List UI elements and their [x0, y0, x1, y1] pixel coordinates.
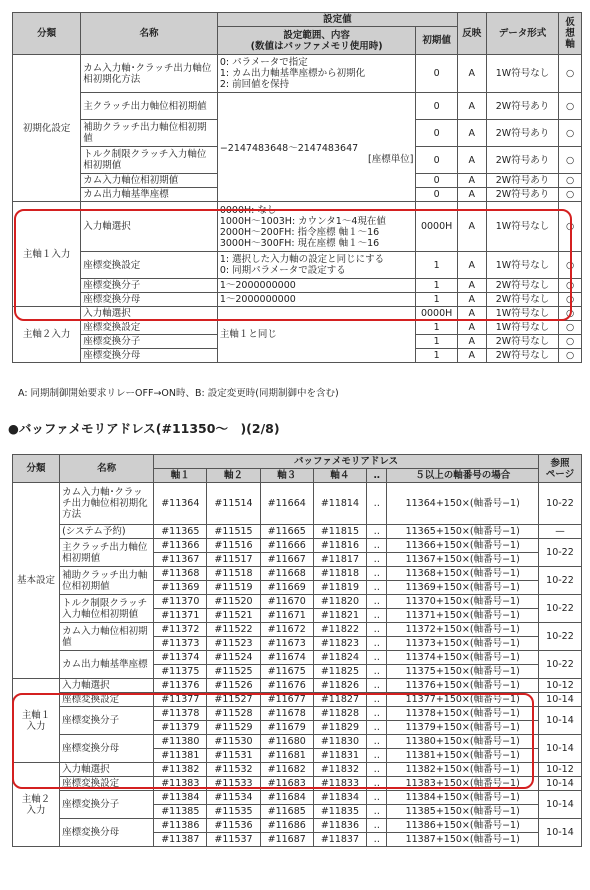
- address-a2: #11531: [207, 749, 260, 763]
- row-hanei: A: [457, 307, 486, 321]
- header-axis1: 軸１: [154, 469, 207, 483]
- address-a1: #11367: [154, 553, 207, 567]
- table-row: [13, 651, 582, 665]
- address-a4: #11821: [313, 609, 366, 623]
- ref-page: 10-22: [538, 623, 581, 651]
- header-dots: ‥: [367, 469, 387, 483]
- row-init: 0: [416, 120, 457, 147]
- group-main2: 主軸２ 入力: [13, 763, 60, 847]
- dots-cell: ‥: [367, 665, 387, 679]
- group-main1: 主軸１ 入力: [13, 679, 60, 763]
- row-hanei: A: [457, 335, 486, 349]
- group-basic: 基本設定: [13, 483, 60, 679]
- address-a1: #11382: [154, 763, 207, 777]
- row-name: 入力軸選択: [81, 307, 218, 321]
- address-a2: #11514: [207, 483, 260, 525]
- row-name: 座標変換分母: [81, 349, 218, 363]
- address-a2: #11521: [207, 609, 260, 623]
- ref-page: 10-22: [538, 595, 581, 623]
- address-a1: #11370: [154, 595, 207, 609]
- address-a4: #11832: [313, 763, 366, 777]
- row-range: 1: 選択した入力軸の設定と同じにする 0: 同期パラメータで設定する: [217, 252, 416, 279]
- row-name: 座標変換分母: [60, 735, 154, 763]
- address-a4: #11831: [313, 749, 366, 763]
- address-a4: #11826: [313, 679, 366, 693]
- address-a3: #11677: [260, 693, 313, 707]
- address-a2: #11524: [207, 651, 260, 665]
- row-name: 座標変換分母: [81, 293, 218, 307]
- address-a3: #11680: [260, 735, 313, 749]
- main1-address-highlight-box: [12, 693, 534, 789]
- group-main1: 主軸１入力: [13, 202, 81, 307]
- row-name: 座標変換分子: [81, 279, 218, 293]
- row-name: カム入力軸･クラッチ出力軸位相初期化方法: [81, 55, 218, 93]
- address-a3: #11679: [260, 721, 313, 735]
- phase-range: −2147483648～2147483647: [219, 143, 359, 154]
- address-a1: #11376: [154, 679, 207, 693]
- footnote: A: 同期制御開始要求リレーOFF→ON時、B: 設定変更時(同期制御中を含む): [18, 388, 339, 399]
- address-a1: #11366: [154, 539, 207, 553]
- header-bunrui: 分類: [13, 13, 81, 55]
- ref-page: 10-22: [538, 567, 581, 595]
- address-formula: 11373+150×(軸番号−1): [387, 637, 538, 651]
- row-virt: ○: [559, 349, 582, 363]
- address-a4: #11829: [313, 721, 366, 735]
- address-a3: #11682: [260, 763, 313, 777]
- dots-cell: ‥: [367, 581, 387, 595]
- dots-cell: ‥: [367, 679, 387, 693]
- address-formula: 11370+150×(軸番号−1): [387, 595, 538, 609]
- row-hanei: A: [457, 293, 486, 307]
- address-formula: 11372+150×(軸番号−1): [387, 623, 538, 637]
- ref-page: 10-14: [538, 693, 581, 707]
- group-init: 初期化設定: [13, 55, 81, 202]
- row-virt: ○: [559, 202, 582, 252]
- row-format: 1W符号なし: [486, 252, 558, 279]
- dots-cell: ‥: [367, 735, 387, 749]
- address-a3: #11687: [260, 833, 313, 847]
- row-name: 入力軸選択: [60, 763, 154, 777]
- row-name: (システム予約): [60, 525, 154, 539]
- ref-page: 10-14: [538, 735, 581, 763]
- address-a3: #11681: [260, 749, 313, 763]
- dots-cell: ‥: [367, 595, 387, 609]
- address-a1: #11384: [154, 791, 207, 805]
- row-init: 1: [416, 293, 457, 307]
- row-init: 1: [416, 335, 457, 349]
- address-a4: #11819: [313, 581, 366, 595]
- row-format: 2W符号なし: [486, 335, 558, 349]
- address-a4: #11818: [313, 567, 366, 581]
- row-name: 補助クラッチ出力軸位相初期値: [60, 567, 154, 595]
- header-axis4: 軸４: [313, 469, 366, 483]
- group-main2: 主軸２入力: [13, 307, 81, 363]
- row-virt: ○: [559, 279, 582, 293]
- address-a1: #11383: [154, 777, 207, 791]
- header-buffer: バッファメモリアドレス: [154, 455, 539, 469]
- address-a2: #11526: [207, 679, 260, 693]
- address-a2: #11517: [207, 553, 260, 567]
- dots-cell: ‥: [367, 763, 387, 777]
- row-name: カム出力軸基準座標: [81, 188, 218, 202]
- ref-page: 10-22: [538, 651, 581, 679]
- header-axis5plus: ５以上の軸番号の場合: [387, 469, 538, 483]
- row-virt: ○: [559, 293, 582, 307]
- address-a1: #11380: [154, 735, 207, 749]
- address-a2: #11523: [207, 637, 260, 651]
- address-a4: #11825: [313, 665, 366, 679]
- row-name: 座標変換設定: [81, 321, 218, 335]
- row-format: 1W符号なし: [486, 321, 558, 335]
- address-a1: #11385: [154, 805, 207, 819]
- row-format: 2W符号なし: [486, 279, 558, 293]
- ref-page: 10-12: [538, 763, 581, 777]
- dots-cell: ‥: [367, 553, 387, 567]
- row-format: 2W符号あり: [486, 174, 558, 188]
- row-name: 主クラッチ出力軸位相初期値: [60, 539, 154, 567]
- header-kaso-jiku: 仮想軸: [559, 13, 582, 55]
- address-a3: #11666: [260, 539, 313, 553]
- address-a2: #11518: [207, 567, 260, 581]
- ref-page: 10-12: [538, 679, 581, 693]
- ref-page: —: [538, 525, 581, 539]
- row-format: 1W符号なし: [486, 202, 558, 252]
- dots-cell: ‥: [367, 707, 387, 721]
- row-format: 2W符号あり: [486, 188, 558, 202]
- address-a3: #11669: [260, 581, 313, 595]
- row-name: 座標変換分母: [60, 819, 154, 847]
- address-a4: #11833: [313, 777, 366, 791]
- row-init: 1: [416, 252, 457, 279]
- address-formula: 11383+150×(軸番号−1): [387, 777, 538, 791]
- dots-cell: ‥: [367, 693, 387, 707]
- dots-cell: ‥: [367, 833, 387, 847]
- row-init: 0: [416, 174, 457, 188]
- dots-cell: ‥: [367, 749, 387, 763]
- header-data-keishiki: データ形式: [486, 13, 558, 55]
- dots-cell: ‥: [367, 777, 387, 791]
- address-formula: 11376+150×(軸番号−1): [387, 679, 538, 693]
- table-row: [13, 525, 582, 539]
- address-a1: #11371: [154, 609, 207, 623]
- address-a1: #11379: [154, 721, 207, 735]
- ref-page: 10-22: [538, 539, 581, 567]
- row-hanei: A: [457, 93, 486, 120]
- section-title: ●バッファメモリアドレス(#11350～ )(2/8): [8, 421, 280, 436]
- ref-page: 10-14: [538, 819, 581, 847]
- address-a1: #11374: [154, 651, 207, 665]
- address-a3: #11670: [260, 595, 313, 609]
- row-hanei: A: [457, 252, 486, 279]
- address-formula: 11365+150×(軸番号−1): [387, 525, 538, 539]
- row-range: 1～2000000000: [217, 279, 416, 293]
- buffer-rows: [13, 483, 582, 847]
- address-a2: #11520: [207, 595, 260, 609]
- address-formula: 11385+150×(軸番号−1): [387, 805, 538, 819]
- dots-cell: ‥: [367, 567, 387, 581]
- table-row: [13, 791, 582, 805]
- address-formula: 11380+150×(軸番号−1): [387, 735, 538, 749]
- header-axis3: 軸３: [260, 469, 313, 483]
- row-init: 1: [416, 279, 457, 293]
- address-a2: #11532: [207, 763, 260, 777]
- table-row: [13, 623, 582, 637]
- dots-cell: ‥: [367, 721, 387, 735]
- address-a3: #11667: [260, 553, 313, 567]
- address-a4: #11817: [313, 553, 366, 567]
- address-a2: #11528: [207, 707, 260, 721]
- address-formula: 11378+150×(軸番号−1): [387, 707, 538, 721]
- row-virt: ○: [559, 147, 582, 174]
- row-hanei: A: [457, 147, 486, 174]
- address-a4: #11816: [313, 539, 366, 553]
- table-row: [13, 567, 582, 581]
- row-format: 1W符号なし: [486, 307, 558, 321]
- ref-page: 10-22: [538, 483, 581, 525]
- dots-cell: ‥: [367, 637, 387, 651]
- row-virt: ○: [559, 174, 582, 188]
- address-a3: #11672: [260, 623, 313, 637]
- header-bunrui: 分類: [13, 455, 60, 483]
- row-init: 0: [416, 55, 457, 93]
- header-settei-chi: 設定値: [217, 13, 457, 27]
- address-formula: 11377+150×(軸番号−1): [387, 693, 538, 707]
- dots-cell: ‥: [367, 609, 387, 623]
- row-init: 1: [416, 321, 457, 335]
- address-a1: #11364: [154, 483, 207, 525]
- dots-cell: ‥: [367, 483, 387, 525]
- address-a4: #11814: [313, 483, 366, 525]
- row-name: 座標変換設定: [60, 777, 154, 791]
- row-format: 2W符号なし: [486, 349, 558, 363]
- address-formula: 11371+150×(軸番号−1): [387, 609, 538, 623]
- address-a4: #11836: [313, 819, 366, 833]
- dots-cell: ‥: [367, 525, 387, 539]
- dots-cell: ‥: [367, 819, 387, 833]
- row-name: トルク制限クラッチ入力軸位相初期値: [60, 595, 154, 623]
- address-a2: #11534: [207, 791, 260, 805]
- row-name: 座標変換設定: [60, 693, 154, 707]
- dots-cell: ‥: [367, 539, 387, 553]
- header-meisho: 名称: [81, 13, 218, 55]
- address-a3: #11678: [260, 707, 313, 721]
- address-a2: #11536: [207, 819, 260, 833]
- address-a3: #11686: [260, 819, 313, 833]
- address-a4: #11837: [313, 833, 366, 847]
- address-formula: 11386+150×(軸番号−1): [387, 819, 538, 833]
- row-format: 2W符号あり: [486, 147, 558, 174]
- address-a4: #11824: [313, 651, 366, 665]
- row-name: トルク制限クラッチ入力軸位相初期値: [81, 147, 218, 174]
- dots-cell: ‥: [367, 805, 387, 819]
- address-a3: #11684: [260, 791, 313, 805]
- row-virt: ○: [559, 55, 582, 93]
- row-hanei: A: [457, 174, 486, 188]
- row-name: 補助クラッチ出力軸位相初期値: [81, 120, 218, 147]
- header-hanei: 反映: [457, 13, 486, 55]
- address-a2: #11527: [207, 693, 260, 707]
- row-hanei: A: [457, 349, 486, 363]
- row-virt: ○: [559, 307, 582, 321]
- address-a3: #11675: [260, 665, 313, 679]
- header-shokichi: 初期値: [416, 27, 457, 55]
- row-name: カム入力軸･クラッチ出力軸位相初期化方法: [60, 483, 154, 525]
- address-a4: #11834: [313, 791, 366, 805]
- address-a2: #11533: [207, 777, 260, 791]
- address-formula: 11366+150×(軸番号−1): [387, 539, 538, 553]
- row-name: カム入力軸位相初期値: [81, 174, 218, 188]
- address-a2: #11522: [207, 623, 260, 637]
- address-a1: #11386: [154, 819, 207, 833]
- row-name: 座標変換分子: [60, 791, 154, 819]
- address-a4: #11830: [313, 735, 366, 749]
- address-a2: #11525: [207, 665, 260, 679]
- address-a4: #11835: [313, 805, 366, 819]
- row-format: 1W符号なし: [486, 55, 558, 93]
- address-a1: #11381: [154, 749, 207, 763]
- address-a3: #11664: [260, 483, 313, 525]
- main1-highlight-box: [14, 209, 572, 321]
- table-row: [13, 679, 582, 693]
- row-name: 主クラッチ出力軸位相初期値: [81, 93, 218, 120]
- table-row: [13, 539, 582, 553]
- address-a4: #11815: [313, 525, 366, 539]
- address-a3: #11671: [260, 609, 313, 623]
- row-hanei: A: [457, 120, 486, 147]
- address-a3: #11676: [260, 679, 313, 693]
- phase-range-cell: [217, 93, 416, 202]
- table-row: [13, 819, 582, 833]
- address-a4: #11828: [313, 707, 366, 721]
- header-ref: 参照 ページ: [538, 455, 581, 483]
- same-as-main1: 主軸１と同じ: [217, 307, 416, 363]
- address-a1: #11368: [154, 567, 207, 581]
- address-a1: #11375: [154, 665, 207, 679]
- table-row: [13, 595, 582, 609]
- row-hanei: A: [457, 321, 486, 335]
- address-a1: #11365: [154, 525, 207, 539]
- address-formula: 11364+150×(軸番号−1): [387, 483, 538, 525]
- address-formula: 11381+150×(軸番号−1): [387, 749, 538, 763]
- row-init: 0: [416, 93, 457, 120]
- address-a3: #11674: [260, 651, 313, 665]
- address-a2: #11529: [207, 721, 260, 735]
- address-a2: #11537: [207, 833, 260, 847]
- row-init: 0000H: [416, 202, 457, 252]
- address-a4: #11820: [313, 595, 366, 609]
- row-virt: ○: [559, 252, 582, 279]
- address-a3: #11683: [260, 777, 313, 791]
- row-name: 入力軸選択: [60, 679, 154, 693]
- address-formula: 11368+150×(軸番号−1): [387, 567, 538, 581]
- dots-cell: ‥: [367, 623, 387, 637]
- row-init: 0: [416, 147, 457, 174]
- row-init: 1: [416, 349, 457, 363]
- row-virt: ○: [559, 335, 582, 349]
- row-hanei: A: [457, 202, 486, 252]
- address-a3: #11673: [260, 637, 313, 651]
- address-a4: #11822: [313, 623, 366, 637]
- table-row: [13, 483, 582, 525]
- row-name: カム入力軸位相初期値: [60, 623, 154, 651]
- row-format: 2W符号なし: [486, 293, 558, 307]
- row-format: 2W符号あり: [486, 120, 558, 147]
- row-name: 座標変換設定: [81, 252, 218, 279]
- row-name: 座標変換分子: [60, 707, 154, 735]
- address-formula: 11379+150×(軸番号−1): [387, 721, 538, 735]
- row-range: 1～2000000000: [217, 293, 416, 307]
- row-name: 座標変換分子: [81, 335, 218, 349]
- address-a2: #11519: [207, 581, 260, 595]
- row-hanei: A: [457, 188, 486, 202]
- dots-cell: ‥: [367, 651, 387, 665]
- address-a3: #11665: [260, 525, 313, 539]
- address-a4: #11827: [313, 693, 366, 707]
- row-virt: ○: [559, 120, 582, 147]
- row-virt: ○: [559, 321, 582, 335]
- row-init: 0: [416, 188, 457, 202]
- address-a2: #11515: [207, 525, 260, 539]
- address-a3: #11668: [260, 567, 313, 581]
- address-a1: #11369: [154, 581, 207, 595]
- phase-unit: [座標単位]: [368, 154, 414, 165]
- address-formula: 11369+150×(軸番号−1): [387, 581, 538, 595]
- address-a2: #11530: [207, 735, 260, 749]
- ref-page: 10-14: [538, 791, 581, 819]
- address-a1: #11377: [154, 693, 207, 707]
- address-formula: 11387+150×(軸番号−1): [387, 833, 538, 847]
- ref-page: 10-14: [538, 707, 581, 735]
- address-a3: #11685: [260, 805, 313, 819]
- row-range: 0000H: なし 1000H～1003H: カウンタ1～4現在値 2000H～200FH: 指令座標 軸１～16 3000H～300FH: 現在座標 軸１～16: [217, 202, 416, 252]
- row-virt: ○: [559, 93, 582, 120]
- row-hanei: A: [457, 55, 486, 93]
- ref-page: 10-14: [538, 777, 581, 791]
- row-name: カム出力軸基準座標: [60, 651, 154, 679]
- address-a2: #11535: [207, 805, 260, 819]
- address-formula: 11374+150×(軸番号−1): [387, 651, 538, 665]
- address-formula: 11384+150×(軸番号−1): [387, 791, 538, 805]
- row-range: 0: パラメータで指定 1: カム出力軸基準座標から初期化 2: 前回値を保持: [217, 55, 416, 93]
- address-a1: #11373: [154, 637, 207, 651]
- row-virt: ○: [559, 188, 582, 202]
- address-formula: 11375+150×(軸番号−1): [387, 665, 538, 679]
- header-hanni: 設定範囲、内容 (数値はバッファメモリ使用時): [217, 27, 416, 55]
- address-a1: #11387: [154, 833, 207, 847]
- address-a1: #11378: [154, 707, 207, 721]
- address-a4: #11823: [313, 637, 366, 651]
- address-formula: 11367+150×(軸番号−1): [387, 553, 538, 567]
- address-a1: #11372: [154, 623, 207, 637]
- header-axis2: 軸２: [207, 469, 260, 483]
- dots-cell: ‥: [367, 791, 387, 805]
- row-format: 2W符号あり: [486, 93, 558, 120]
- header-meisho: 名称: [60, 455, 154, 483]
- row-name: 入力軸選択: [81, 202, 218, 252]
- address-a2: #11516: [207, 539, 260, 553]
- address-formula: 11382+150×(軸番号−1): [387, 763, 538, 777]
- row-hanei: A: [457, 279, 486, 293]
- row-init: 0000H: [416, 307, 457, 321]
